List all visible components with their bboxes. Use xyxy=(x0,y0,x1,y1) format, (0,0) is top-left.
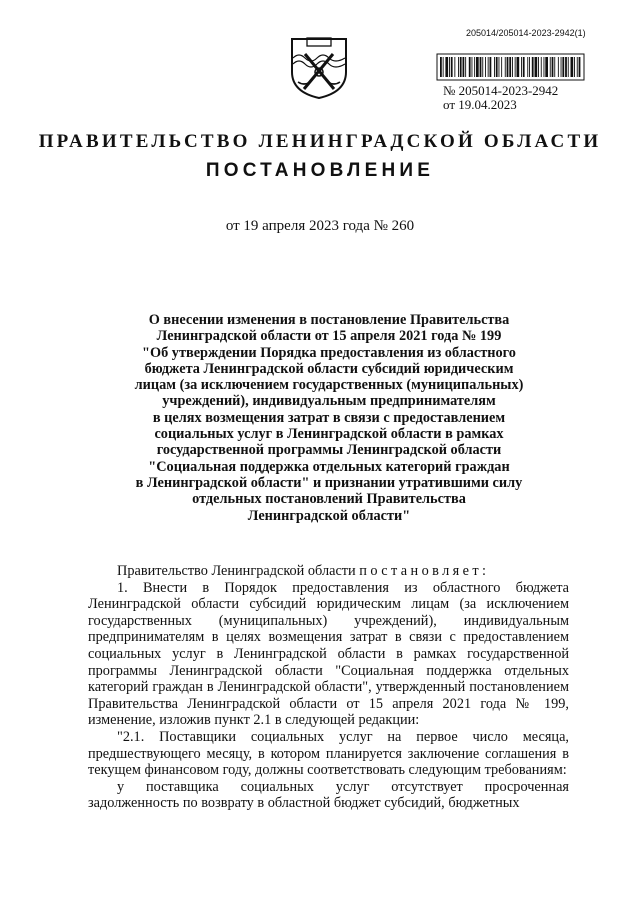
barcode-bar xyxy=(469,57,471,77)
coat-of-arms-icon xyxy=(289,36,349,100)
government-title: ПРАВИТЕЛЬСТВО ЛЕНИНГРАДСКОЙ ОБЛАСТИ xyxy=(38,131,602,152)
barcode-bar xyxy=(472,57,473,77)
document-date-number: от 19 апреля 2023 года № 260 xyxy=(225,218,415,234)
barcode-bar xyxy=(554,57,555,77)
barcode-bar xyxy=(482,57,483,77)
document-subject xyxy=(120,312,538,524)
barcode-bar xyxy=(574,57,575,77)
barcode-bar xyxy=(460,57,462,77)
barcode-bar xyxy=(571,57,574,77)
barcode-bar xyxy=(577,57,578,77)
barcode-bar xyxy=(538,57,539,77)
document-body xyxy=(88,563,569,812)
intro-verb: постановляет: xyxy=(359,563,490,579)
barcode-bar xyxy=(440,57,442,77)
registration-number: № 205014-2023-2942 xyxy=(443,83,559,98)
barcode-bar xyxy=(458,57,459,77)
barcode-bar xyxy=(515,57,516,77)
barcode-bar xyxy=(550,57,551,77)
barcode-bar xyxy=(579,57,581,77)
barcode-bar xyxy=(568,57,569,77)
barcode-bar xyxy=(474,57,475,77)
barcode-bar xyxy=(565,57,567,77)
subject-line: "Социальная поддержка отдельных категорий граждан xyxy=(148,458,510,475)
barcode-bar xyxy=(541,57,542,77)
barcode-bar xyxy=(490,57,492,77)
barcode-bar xyxy=(501,57,502,77)
barcode-bar xyxy=(463,57,465,77)
body-paragraph: у поставщика социальных услуг отсутствует просроченная задолженность по возврату в областной бюджет субсидий, бюджетных xyxy=(88,778,569,812)
document-type: ПОСТАНОВЛЕНИЕ xyxy=(205,160,435,181)
barcode-bar xyxy=(517,57,520,77)
barcode-bar xyxy=(443,57,444,77)
subject-line: лицам (за исключением государственных (муниципальных) xyxy=(134,377,524,394)
barcode-bar xyxy=(545,57,548,77)
barcode-bar xyxy=(529,57,530,77)
barcode-bar xyxy=(476,57,479,77)
barcode-icon xyxy=(436,53,585,81)
barcode-bar xyxy=(521,57,522,77)
barcode-bar xyxy=(562,57,564,77)
barcode-bar xyxy=(465,57,466,77)
barcode-bar xyxy=(544,57,545,77)
barcode-bar xyxy=(509,57,511,77)
subject-line: "Об утверждении Порядка предоставления из областного xyxy=(142,344,516,361)
subject-line: О внесении изменения в постановление Правительства xyxy=(148,312,510,328)
barcode-bar xyxy=(512,57,513,77)
barcode-bar xyxy=(523,57,525,77)
barcode-bar xyxy=(499,57,500,77)
barcode-bar xyxy=(507,57,509,77)
subject-line: Ленинградской области от 15 апреля 2021 года № 199 xyxy=(156,328,502,345)
registration-date: от 19.04.2023 xyxy=(443,97,517,112)
barcode-bar xyxy=(532,57,534,77)
subject-line: социальных услуг в Ленинградской области в рамках xyxy=(154,426,504,443)
barcode-bar xyxy=(449,57,450,77)
barcode-bar xyxy=(451,57,453,77)
barcode-bar xyxy=(552,57,554,77)
barcode-bar xyxy=(454,57,455,77)
barcode-bar xyxy=(527,57,528,77)
barcode-bar xyxy=(494,57,495,77)
barcode-bar xyxy=(488,57,489,77)
barcode-bar xyxy=(480,57,482,77)
subject-line: учреждений), индивидуальным предпринимателям xyxy=(162,393,496,410)
subject-line: в целях возмещения затрат в связи с предоставлением xyxy=(152,409,506,426)
barcode-bar xyxy=(505,57,506,77)
barcode-bar xyxy=(535,57,538,77)
intro-paragraph xyxy=(88,563,569,580)
barcode-bar xyxy=(445,57,448,77)
barcode-bar xyxy=(561,57,562,77)
subject-line: бюджета Ленинградской области субсидий юридическим xyxy=(144,360,514,377)
intro-subject: Правительство Ленинградской области xyxy=(117,563,356,579)
barcode-bar xyxy=(496,57,498,77)
document-id: 205014/205014-2023-2942(1) xyxy=(466,28,586,38)
subject-line: отдельных постановлений Правительства xyxy=(192,491,466,508)
body-paragraph: "2.1. Поставщики социальных услуг на первое число месяца, предшествующего месяцу, в котором планируется заключение соглашения в текущем финансовом году, должны соответствовать следующим требованиям: xyxy=(88,728,569,779)
subject-line: в Ленинградской области" и признании утратившими силу xyxy=(135,474,523,491)
subject-line: государственной программы Ленинградской области xyxy=(156,442,502,459)
subject-line: Ленинградской области" xyxy=(247,507,411,524)
barcode-bar xyxy=(485,57,486,77)
body-paragraph: 1. Внести в Порядок предоставления из областного бюджета Ленинградской области субсидий юридическим лицам (за исключением государственных (муниципальных) учреждений), индивидуальным предпринимателям в целях возмещения затрат в связи с предоставлением социальных услуг в Ленинградской области в рамках государственной программы Ленинградской области "Социальная поддержка отдельных категорий граждан в Ленинградской области", утвержденный постановлением Правительства Ленинградской области от 15 апреля 2021 года № 199, изменение, изложив пункт 2.1 в следующей редакции: xyxy=(88,579,569,729)
barcode-bar xyxy=(558,57,559,77)
